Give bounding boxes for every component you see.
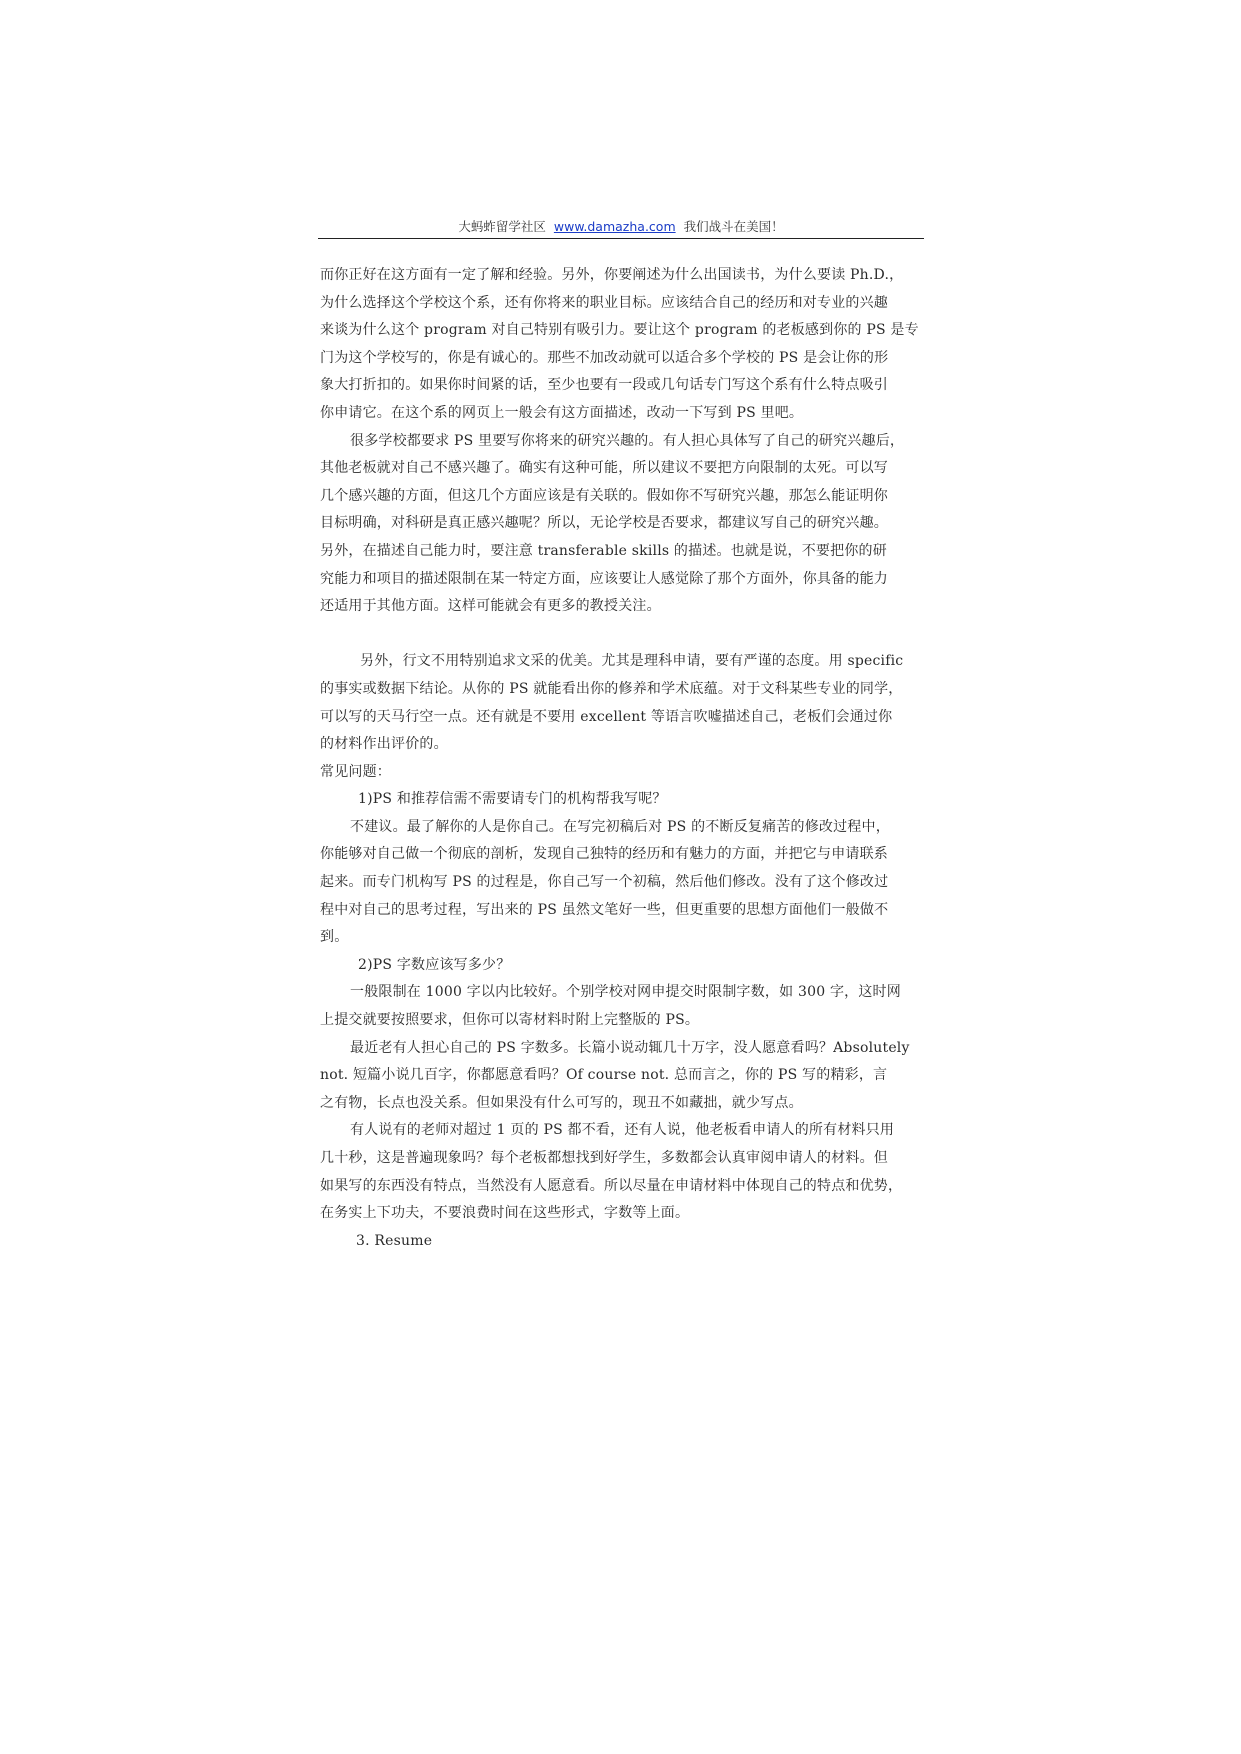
text-line: 在务实上下功夫，不要浪费时间在这些形式，字数等上面。 [320,1205,690,1222]
text-line: not. 短篇小说几百字，你都愿意看吗？Of course not. 总而言之，你的 PS 写的精彩，言 [320,1067,888,1084]
text-line: 象大打折扣的。如果你时间紧的话，至少也要有一段或几句话专门写这个系有什么特点吸引 [320,377,888,394]
document-body [320,262,928,1255]
text-line: 其他老板就对自己不感兴趣了。确实有这种可能，所以建议不要把方向限制的太死。可以写 [320,460,888,477]
text-line: 如果写的东西没有特点，当然没有人愿意看。所以尽量在申请材料中体现自己的特点和优势， [320,1177,903,1194]
text-line: 来谈为什么这个 program 对自己特别有吸引力。要让这个 program 的老板感到你的 PS 是专 [320,322,919,339]
paragraph-3 [320,648,928,758]
faq-answer-4 [320,1117,928,1227]
text-line: 你能够对自己做一个彻底的剖析，发现自己独特的经历和有魅力的方面，并把它与申请联系 [320,846,888,863]
header-url-link[interactable]: www.damazha.com [553,219,676,234]
text-line: 有人说有的老师对超过 1 页的 PS 都不看，还有人说，他老板看申请人的所有材料只用 [350,1122,895,1139]
text-line: 几十秒，这是普遍现象吗？每个老板都想找到好学生，多数都会认真审阅申请人的材料。但 [320,1150,888,1166]
blank-line [320,621,928,649]
header-slogan: 我们战斗在美国！ [683,219,784,234]
text-line: 究能力和项目的描述限制在某一特定方面，应该要让人感觉除了那个方面外，你具备的能力 [320,570,888,587]
text-line: 起来。而专门机构写 PS 的过程是，你自己写一个初稿，然后他们修改。没有了这个修改过 [320,874,889,891]
header-divider [318,238,924,239]
faq-answer-3 [320,1035,928,1118]
page-header [318,218,924,240]
faq-question-2: 2)PS 字数应该写多少？ [358,956,511,973]
paragraph-2 [320,428,928,621]
text-line: 程中对自己的思考过程，写出来的 PS 虽然文笔好一些，但更重要的思想方面他们一般做不 [320,901,889,918]
text-line: 门为这个学校写的，你是有诚心的。那些不加改动就可以适合多个学校的 PS 是会让你的形 [320,349,889,366]
text-line: 最近老有人担心自己的 PS 字数多。长篇小说动辄几十万字，没人愿意看吗？Absolutely [350,1039,910,1056]
text-line: 另外，在描述自己能力时，要注意 transferable skills 的描述。也就是说，不要把你的研 [320,542,887,559]
text-line: 而你正好在这方面有一定了解和经验。另外，你要阐述为什么出国读书，为什么要读 Ph.D.， [320,267,904,283]
header-site-name: 大蚂蚱留学社区 [458,219,546,234]
text-line: 不建议。最了解你的人是你自己。在写完初稿后对 PS 的不断反复痛苦的修改过程中， [350,818,890,835]
text-line: 一般限制在 1000 字以内比较好。个别学校对网申提交时限制字数，如 300 字，这时网 [350,984,901,1001]
text-line: 目标明确，对科研是真正感兴趣呢？所以，无论学校是否要求，都建议写自己的研究兴趣。 [320,515,888,532]
text-line: 之有物，长点也没关系。但如果没有什么可写的，现丑不如藏拙，就少写点。 [320,1094,803,1111]
faq-answer-2 [320,979,928,1034]
paragraph-1 [320,262,928,428]
text-line: 的事实或数据下结论。从你的 PS 就能看出你的修养和学术底蕴。对于文科某些专业的同学， [320,680,903,697]
text-line: 几个感兴趣的方面，但这几个方面应该是有关联的。假如你不写研究兴趣，那怎么能证明你 [320,487,888,504]
text-line: 上提交就要按照要求，但你可以寄材料时附上完整版的 PS。 [320,1012,700,1029]
text-line: 很多学校都要求 PS 里要写你将来的研究兴趣的。有人担心具体写了自己的研究兴趣后， [350,432,905,449]
text-line: 的材料作出评价的。 [320,736,448,753]
section-3-heading: 3. Resume [356,1232,433,1249]
faq-heading: 常见问题： [320,763,391,780]
text-line: 为什么选择这个学校这个系，还有你将来的职业目标。应该结合自己的经历和对专业的兴趣 [320,294,888,311]
text-line: 你申请它。在这个系的网页上一般会有这方面描述，改动一下写到 PS 里吧。 [320,404,804,421]
faq-answer-1 [320,814,928,952]
faq-question-1: 1)PS 和推荐信需不需要请专门的机构帮我写呢？ [358,791,667,808]
text-line: 可以写的天马行空一点。还有就是不要用 excellent 等语言吹嘘描述自己，老板们会通过你 [320,708,893,725]
text-line: 还适用于其他方面。这样可能就会有更多的教授关注。 [320,598,661,615]
text-line: 另外，行文不用特别追求文采的优美。尤其是理科申请，要有严谨的态度。用 specific [360,653,904,670]
text-line: 到。 [320,929,349,946]
